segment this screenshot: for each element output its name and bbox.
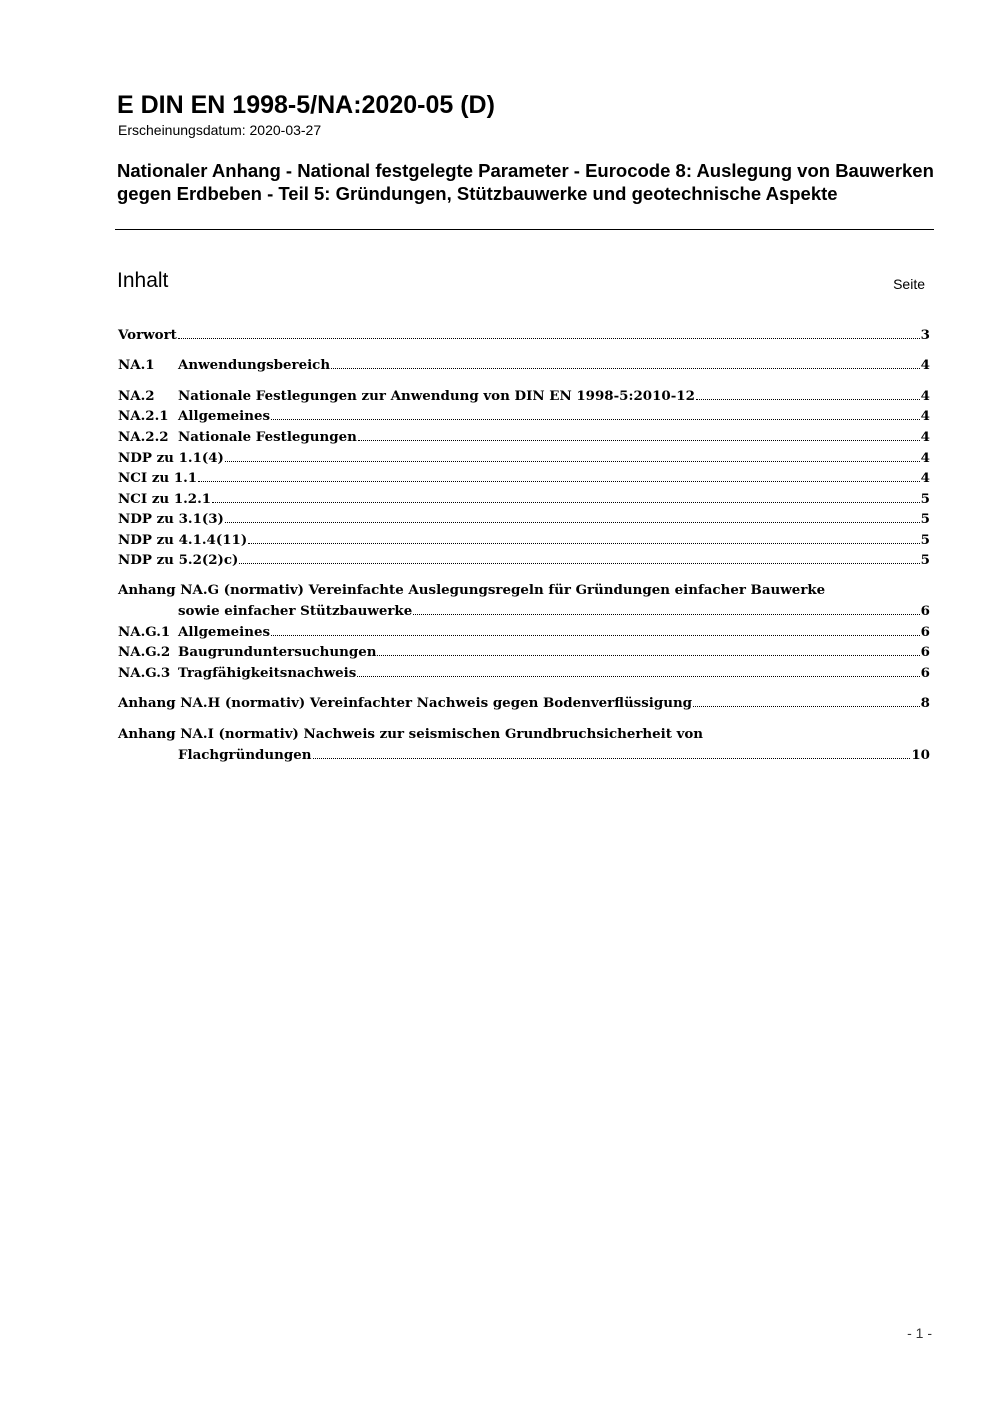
toc-entry-text: Vorwort [118, 327, 177, 343]
toc-entry-text: NCI zu 1.2.1 [118, 491, 212, 507]
toc-entry-page: 10 [911, 747, 930, 763]
toc-entry-text: Anhang NA.G (normativ) Vereinfachte Auslegungsregeln für Gründungen einfacher Bauwerke [118, 582, 826, 598]
toc-entry-anhang-na-h[interactable] [118, 694, 930, 712]
toc-entry-text: NDP zu 4.1.4(11) [118, 532, 248, 548]
toc-entry-page: 6 [920, 665, 930, 681]
toc-leader [225, 522, 920, 523]
toc-entry-number: NA.1 [118, 357, 155, 373]
toc-entry-text: Allgemeines [178, 408, 271, 424]
toc-page-column-label: Seite [893, 276, 925, 292]
toc-entry-number: NA.G.1 [118, 624, 171, 640]
toc-entry-page: 4 [920, 450, 930, 466]
toc-entry-ndp-1-1-4[interactable] [118, 449, 930, 467]
toc-leader [178, 338, 920, 339]
toc-entry-text: NDP zu 3.1(3) [118, 511, 224, 527]
toc-entry-number: NA.2.1 [118, 408, 169, 424]
toc-entry-na-2-1[interactable] [118, 407, 930, 425]
page-number: - 1 - [907, 1325, 932, 1341]
toc-leader [331, 368, 920, 369]
toc-entry-text: Anhang NA.I (normativ) Nachweis zur seismischen Grundbruchsicherheit von [118, 726, 704, 742]
toc-entry-page: 5 [920, 552, 930, 568]
toc-entry-text: Nationale Festlegungen [178, 429, 357, 445]
toc-leader [271, 419, 920, 420]
toc-entry-text: NDP zu 5.2(2)c) [118, 552, 239, 568]
toc-entry-text: Anhang NA.H (normativ) Vereinfachter Nachweis gegen Bodenverflüssigung [118, 695, 693, 711]
document-title: Nationaler Anhang - National festgelegte Parameter - Eurocode 8: Auslegung von Bauwerken gegen Erdbeben - Teil 5: Gründungen, Stützbauwerke und geotechnische Aspekte [117, 160, 934, 204]
toc-entry-na-g-1[interactable] [118, 623, 930, 641]
toc-entry-anhang-na-i[interactable] [118, 725, 930, 764]
toc-entry-page: 4 [920, 408, 930, 424]
toc-entry-page: 5 [920, 491, 930, 507]
toc-entry-text: NDP zu 1.1(4) [118, 450, 224, 466]
toc-entry-page: 3 [920, 327, 930, 343]
toc-entry-number: NA.G.3 [118, 665, 171, 681]
toc-leader [696, 399, 920, 400]
toc-entry-vorwort[interactable] [118, 326, 930, 344]
toc-leader [377, 655, 919, 656]
toc-entry-na-2[interactable] [118, 387, 930, 405]
toc-leader [313, 758, 911, 759]
toc-leader [358, 440, 920, 441]
toc-entry-page: 5 [920, 511, 930, 527]
toc-entry-na-1[interactable] [118, 356, 930, 374]
toc-entry-na-2-2[interactable] [118, 428, 930, 446]
toc-entry-page: 6 [920, 603, 930, 619]
toc-leader [413, 614, 919, 615]
toc-entry-text: Allgemeines [178, 624, 271, 640]
toc-entry-text: Anwendungsbereich [178, 357, 331, 373]
toc-entry-page: 4 [920, 429, 930, 445]
toc-entry-nci-1-1[interactable] [118, 469, 930, 487]
toc-entry-text-continued: Flachgründungen [178, 747, 312, 763]
toc-entry-page: 6 [920, 644, 930, 660]
toc-entry-na-g-3[interactable] [118, 664, 930, 682]
toc-entry-page: 5 [920, 532, 930, 548]
toc-entry-number: NA.2.2 [118, 429, 169, 445]
toc-entry-text-continued: sowie einfacher Stützbauwerke [178, 603, 413, 619]
toc-entry-ndp-3-1-3[interactable] [118, 510, 930, 528]
toc-entry-page: 6 [920, 624, 930, 640]
toc-leader [357, 676, 919, 677]
toc-entry-text: NCI zu 1.1 [118, 470, 198, 486]
toc-leader [271, 635, 920, 636]
toc-entry-ndp-5-2-2c[interactable] [118, 551, 930, 569]
toc-heading: Inhalt [117, 269, 169, 292]
document-id: E DIN EN 1998-5/NA:2020-05 (D) [117, 91, 495, 119]
toc-leader [248, 543, 920, 544]
publication-date: Erscheinungsdatum: 2020-03-27 [118, 122, 322, 138]
toc-leader [212, 502, 920, 503]
toc-entry-anhang-na-g[interactable] [118, 581, 930, 620]
toc-entry-page: 8 [920, 695, 930, 711]
toc-leader [225, 461, 920, 462]
toc-leader [693, 706, 920, 707]
toc-entry-text: Nationale Festlegungen zur Anwendung von DIN EN 1998-5:2010-12 [178, 388, 695, 404]
toc-entry-number: NA.2 [118, 388, 155, 404]
toc-entry-nci-1-2-1[interactable] [118, 490, 930, 508]
toc-entry-page: 4 [920, 357, 930, 373]
toc-entry-na-g-2[interactable] [118, 643, 930, 661]
toc-entry-number: NA.G.2 [118, 644, 171, 660]
toc-entry-page: 4 [920, 470, 930, 486]
toc-entry-text: Tragfähigkeitsnachweis [178, 665, 357, 681]
toc-leader [198, 481, 920, 482]
toc-entry-page: 4 [920, 388, 930, 404]
toc-leader [239, 563, 919, 564]
toc-entry-text: Baugrunduntersuchungen [178, 644, 377, 660]
toc-entry-ndp-4-1-4-11[interactable] [118, 531, 930, 549]
